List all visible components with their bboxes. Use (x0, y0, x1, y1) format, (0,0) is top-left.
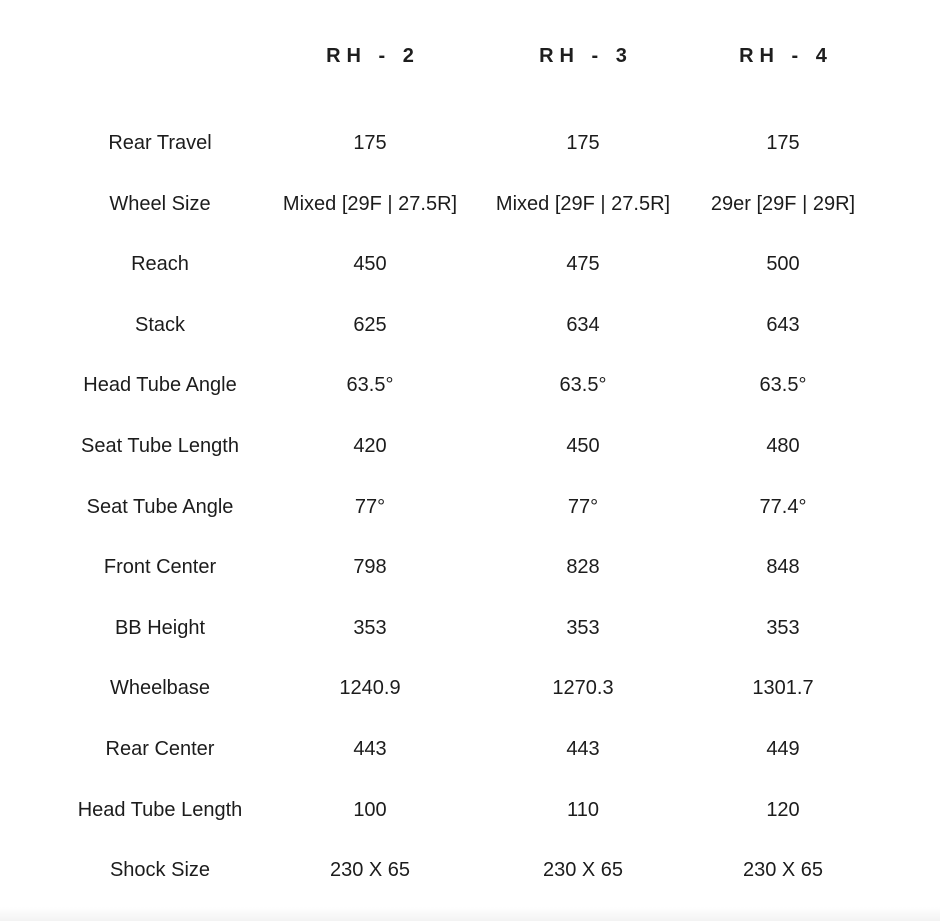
table-cell: 443 (566, 738, 600, 760)
table-cell: 77° (567, 495, 599, 518)
table-cell: 230 X 65 (329, 859, 411, 882)
row-label: Stack (134, 313, 186, 336)
table-header (0, 38, 940, 74)
table-cell: 175 (766, 132, 800, 154)
table-cell: 449 (766, 738, 800, 760)
table-cell: Mixed [29F | 27.5R] (495, 192, 671, 215)
row-label: Head Tube Length (77, 798, 243, 821)
table-cell: 500 (766, 253, 800, 276)
column-header-rh-3: RH - 3 (539, 45, 633, 67)
table-cell: 29er [29F | 29R] (710, 192, 856, 215)
table-cell: 230 X 65 (742, 859, 824, 882)
column-header-rh-4: RH - 4 (739, 45, 833, 67)
table-cell: 77.4° (759, 495, 807, 518)
table-cell: 625 (353, 313, 387, 336)
table-cell: Mixed [29F | 27.5R] (282, 192, 458, 215)
table-row (0, 184, 940, 224)
row-label: Rear Travel (108, 132, 212, 154)
row-label: Wheel Size (109, 192, 211, 215)
row-label: Shock Size (109, 859, 211, 882)
table-cell: 63.5° (559, 374, 607, 397)
table-row (0, 790, 940, 830)
column-header-rh-2: RH - 2 (326, 45, 420, 67)
table-cell: 100 (353, 798, 387, 821)
table-cell: 848 (766, 556, 800, 579)
table-row (0, 608, 940, 648)
table-cell: 450 (353, 253, 387, 276)
table-cell: 420 (353, 435, 387, 457)
table-row (0, 547, 940, 587)
table-row (0, 487, 940, 527)
table-cell: 230 X 65 (542, 859, 624, 882)
row-label: Reach (131, 253, 189, 276)
table-cell: 1240.9 (339, 677, 401, 700)
row-label: BB Height (114, 616, 206, 639)
row-label: Seat Tube Length (81, 435, 239, 457)
table-cell: 443 (353, 738, 387, 760)
table-row (0, 729, 940, 769)
row-label: Head Tube Angle (83, 374, 237, 397)
table-cell: 798 (353, 556, 387, 579)
table-cell: 353 (353, 616, 387, 639)
table-cell: 175 (566, 132, 600, 154)
table-cell: 353 (566, 616, 600, 639)
table-cell: 634 (566, 313, 600, 336)
table-cell: 450 (566, 435, 600, 457)
table-cell: 110 (567, 798, 599, 821)
table-row (0, 305, 940, 345)
table-row (0, 123, 940, 163)
table-cell: 1301.7 (752, 677, 814, 700)
table-row (0, 850, 940, 890)
table-cell: 1270.3 (552, 677, 614, 700)
table-cell: 828 (566, 556, 600, 579)
row-label: Front Center (103, 556, 217, 579)
page-bottom-edge (0, 907, 940, 921)
table-cell: 120 (766, 798, 800, 821)
row-label: Seat Tube Angle (86, 495, 234, 518)
table-row (0, 668, 940, 708)
table-row (0, 426, 940, 466)
row-label: Wheelbase (109, 677, 211, 700)
table-cell: 175 (353, 132, 387, 154)
table-cell: 643 (766, 313, 800, 336)
table-cell: 475 (566, 253, 600, 276)
table-cell: 353 (766, 616, 800, 639)
table-cell: 480 (766, 435, 800, 457)
table-row (0, 244, 940, 284)
table-cell: 63.5° (759, 374, 807, 397)
table-cell: 77° (354, 495, 386, 518)
table-row (0, 365, 940, 405)
row-label: Rear Center (105, 738, 215, 760)
table-cell: 63.5° (346, 374, 394, 397)
